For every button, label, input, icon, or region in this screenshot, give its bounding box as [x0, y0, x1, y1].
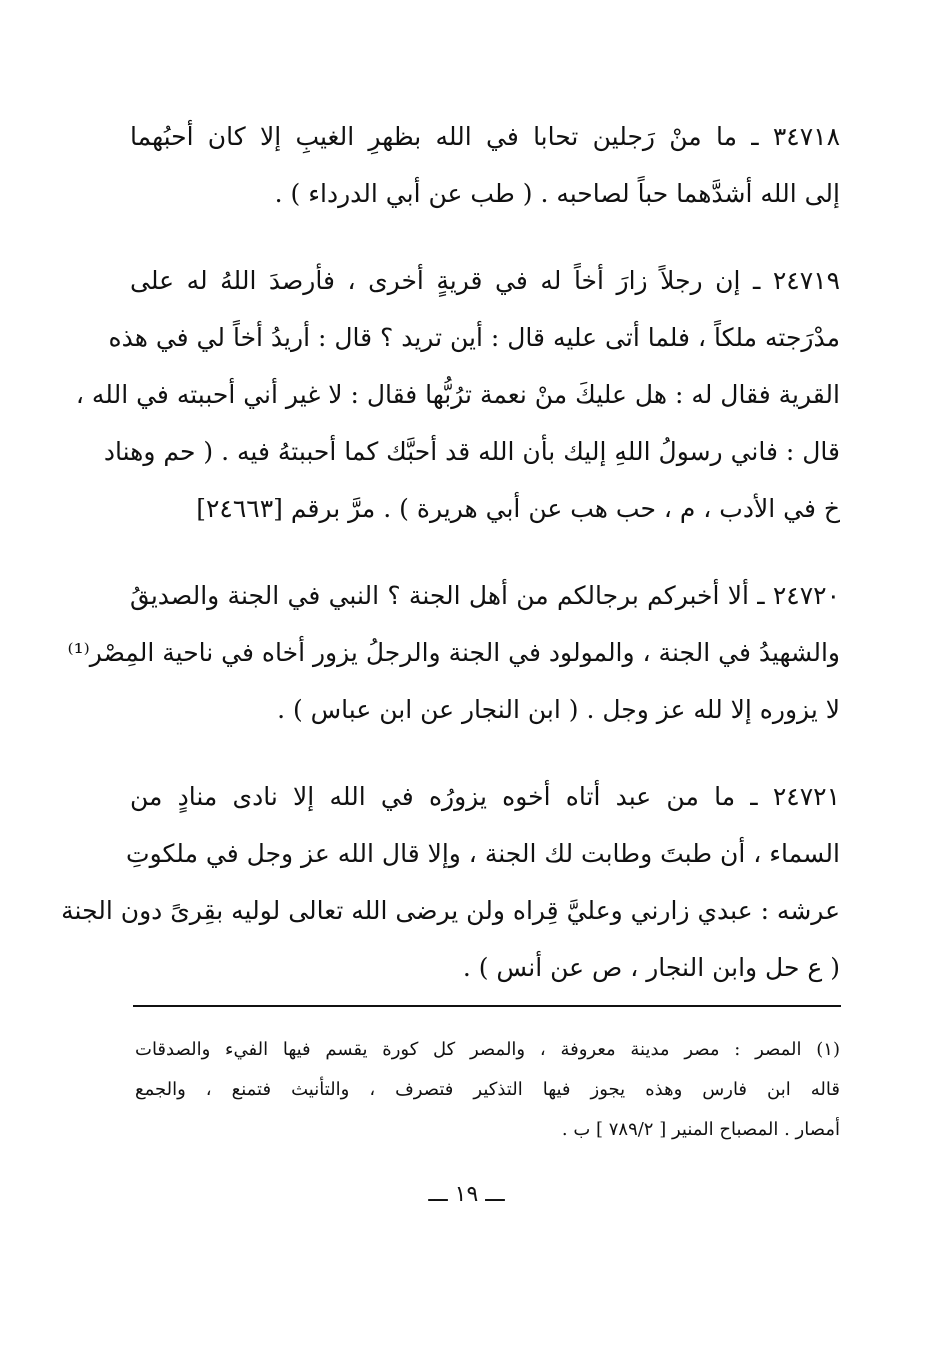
- text-line: ٢٤٧٢١ ـ ما من عبد أتاه أخوه يزورُه في الله إلا نادى منادٍ من: [130, 782, 840, 811]
- footnote-line: (١) المصر : مصر مدينة معروفة ، والمصر كل كورة يقسم فيها الفيء والصدقات: [135, 1039, 840, 1060]
- text-line: القرية فقال له : هل عليكَ منْ نعمة ترُبُّها فقال : لا غير أني أحببته في الله ،: [75, 380, 840, 409]
- text-line: لا يزوره إلا لله عز وجل . ( ابن النجار عن ابن عباس ) .: [277, 695, 840, 724]
- text-line: ٢٤٧٢٠ ـ ألا أخبركم برجالكم من أهل الجنة ؟ النبي في الجنة والصديقُ: [130, 581, 840, 610]
- text-line: عرشه : عبدي زارني وعليَّ قِراه ولن يرضى الله تعالى لوليه بقِرىً دون الجنة: [61, 896, 840, 925]
- footnote: [135, 1030, 840, 1150]
- text-line: ٢٤٧١٩ ـ إن رجلاً زارَ أخاً له في قريةٍ أخرى ، فأرصدَ اللهُ له على: [130, 266, 840, 295]
- hadith-entry-24721: [61, 768, 840, 996]
- text-line: السماء ، أن طبتَ وطابت لك الجنة ، وإلا قال الله عز وجل في ملكوتِ: [126, 839, 840, 868]
- footnote-line: أمصار . المصباح المنير [ ٧٨٩/٢ ] ب .: [561, 1119, 840, 1140]
- footnote-line: قاله ابن فارس وهذه يجوز فيها التذكير فتصرف ، والتأنيث فتمنع ، والجمع: [135, 1079, 840, 1100]
- text-line: مدْرَجته ملكاً ، فلما أتى عليه قال : أين تريد ؟ قال : أريدُ أخاً لي في هذه: [108, 323, 840, 352]
- page-number: ـــ ١٩ ـــ: [428, 1182, 505, 1207]
- hadith-entry-24720: [67, 567, 840, 738]
- footnote-divider: [133, 1005, 841, 1007]
- hadith-entry-24718: [130, 108, 840, 222]
- text-line: إلى الله أشدَّهما حباً لصاحبه . ( طب عن أبي الدرداء ) .: [274, 179, 840, 208]
- text-line: ٣٤٧١٨ ـ ما منْ رَجلين تحابا في الله بظهرِ الغيبِ إلا كان أحبُهما: [130, 122, 840, 151]
- text-line: ( ع حل وابن النجار ، ص عن أنس ) .: [462, 953, 840, 982]
- text-line: والشهيدُ في الجنة ، والمولود في الجنة والرجلُ يزور أخاه في ناحية المِصْر⁽¹⁾: [67, 638, 840, 667]
- page-body: [61, 108, 840, 1026]
- hadith-entry-24719: [75, 252, 840, 537]
- text-line: قال : فاني رسولُ اللهِ إليك بأن الله قد أحبَّك كما أحببتهُ فيه . ( حم وهناد: [103, 437, 840, 466]
- text-line: خ في الأدب ، م ، حب هب عن أبي هريرة ) . مرَّ برقم [٢٤٦٦٣]: [196, 494, 840, 523]
